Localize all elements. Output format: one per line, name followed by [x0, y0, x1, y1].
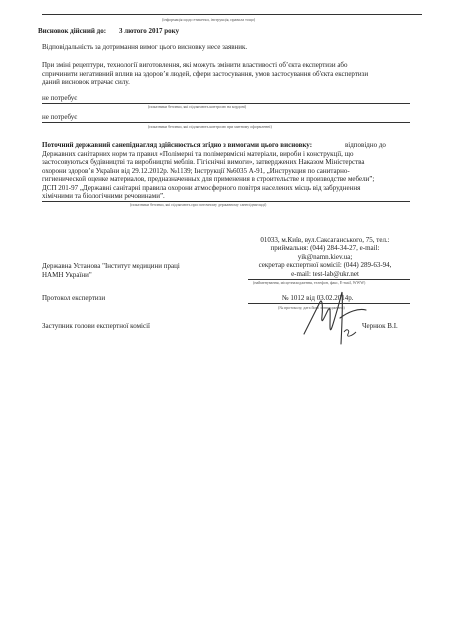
changes-line-2: спричинити негативний вплив на здоров’я людей, сфери застосування, умов застосування об'єкта експертизи [42, 69, 369, 78]
compliance-lead: Поточний державний санепіднагляд здійснюється згідно з вимогами цього висновку: [42, 141, 313, 149]
responsibility-text: Відповідальність за дотримання вимог цього висновку несе заявник. [42, 43, 248, 51]
contacts-line-2: приймальня: (044) 284-34-27, e-mail: [270, 244, 380, 253]
control-value: не потребує [42, 113, 78, 121]
safety-value: не потребує [42, 94, 78, 102]
control-note: (показники безпеки, які підлягають контролю при митному оформленні) [148, 124, 272, 129]
validity-date: 3 лютого 2017 року [119, 27, 180, 35]
contacts-line-1: 01033, м.Київ, вул.Саксаганського, 75, тел.: [260, 236, 390, 244]
compliance-line-6: ДСП 201-97 „Державні санітарні правила охорони атмосферного повітря населених місць від забруднення [42, 183, 361, 192]
changes-line-3: даний висновок втрачає силу. [42, 78, 130, 86]
protocol-value: № 1012 від 03.02.2014р. [282, 294, 354, 302]
top-note: (інформація щодо етикетки, інструкція, правила тощо) [162, 17, 256, 22]
compliance-line-3: застосовуються будівництві та виробництві меблів. Гігієнічні вимоги», затверджених Наказом Міністерства [42, 158, 365, 166]
contacts-line-5: e-mail: test-lab@ukr.net [291, 269, 359, 278]
signature-image [300, 288, 375, 348]
deputy-name: Чернюк В.І. [362, 322, 398, 330]
control-rule [42, 122, 410, 123]
institution-line-1: Державна Установа "Інститут медицини праці [42, 262, 180, 270]
contacts-line-3: yik@namn.kiev.ua; [297, 252, 353, 261]
compliance-line-2: Державних санітарних норм та правил «Полімерні та полімервмісні матеріали, вироби і конструкції, що [42, 149, 354, 158]
protocol-label: Протокол експертизи [42, 294, 106, 302]
institution-line-2: НАМН України" [42, 270, 92, 279]
contacts-note: (найменування, місцезнаходження, телефон, факс, E-mail, WWW) [253, 280, 366, 285]
top-rule [42, 14, 422, 15]
compliance-line-7: хімічними та біологічними речовинами”. [42, 192, 165, 200]
changes-line-1: При зміні рецептури, технології виготовлення, які можуть змінити властивості об’єкта експертизи або [42, 61, 348, 69]
compliance-line-1: відповідно до [345, 141, 386, 149]
validity-label: Висновок дійсний до: [38, 27, 107, 35]
safety-note: (показники безпеки, які підлягають контролю на кордоні) [148, 104, 247, 109]
deputy-label: Заступник голови експертної комісії [42, 322, 150, 330]
compliance-line-4: охорони здоров’я України від 29.12.2012р. №1139; Інструкції №6035 А-91, „Инструкция по санитарно- [42, 166, 350, 175]
contacts-block [240, 236, 410, 278]
compliance-line-5: гигиенической оценке материалов, предназначенных для применения в строительстве и производстве мебели”; [42, 175, 375, 183]
contacts-line-4: секретар експертної комісії: (044) 289-63-94, [258, 261, 392, 270]
protocol-note: (№ протоколу, дата його затвердження) [278, 305, 345, 310]
compliance-note: (показники безпеки, які підлягають при поточному державному санепіднагляді) [130, 202, 267, 207]
